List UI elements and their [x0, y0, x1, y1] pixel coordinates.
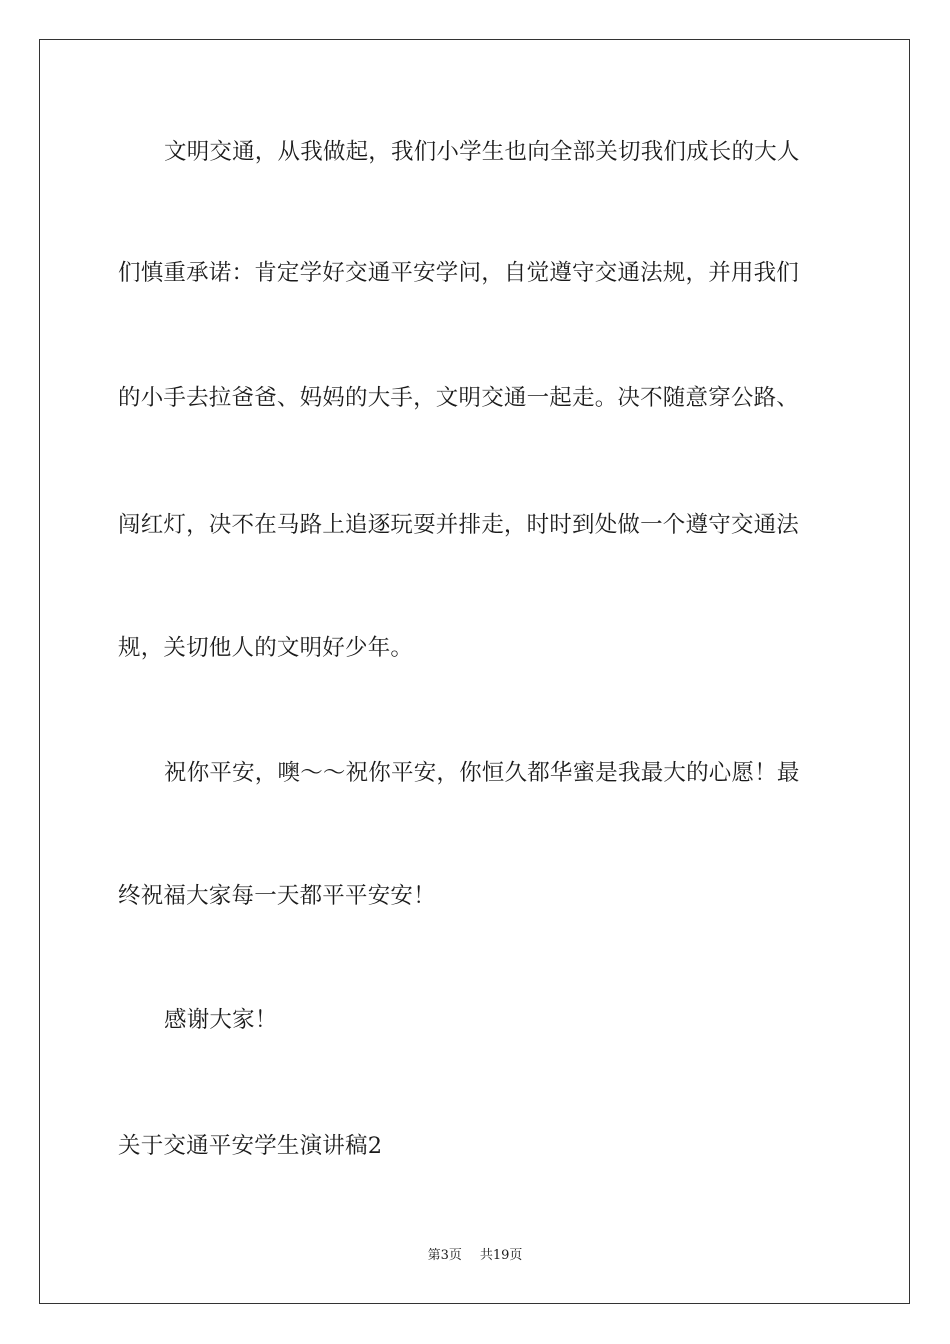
page-footer	[0, 1247, 950, 1265]
paragraph-1-line-1: 文明交通，从我做起，我们小学生也向全部关切我们成长的大人	[164, 139, 800, 165]
paragraph-1-line-4: 闯红灯，决不在马路上追逐玩耍并排走，时时到处做一个遵守交通法	[118, 512, 800, 538]
paragraph-2-line-2: 终祝福大家每一天都平平安安！	[118, 883, 436, 909]
paragraph-1-line-5: 规，关切他人的文明好少年。	[118, 635, 414, 661]
paragraph-2-line-1: 祝你平安，噢～～祝你平安，你恒久都华蜜是我最大的心愿！最	[164, 760, 800, 786]
paragraph-1-line-2: 们慎重承诺：肯定学好交通平安学问，自觉遵守交通法规，并用我们	[118, 260, 800, 286]
closing-line: 感谢大家！	[164, 1007, 278, 1033]
page-total: 共19页	[479, 1248, 523, 1263]
section-heading: 关于交通平安学生演讲稿2	[118, 1133, 383, 1159]
paragraph-1-line-3: 的小手去拉爸爸、妈妈的大手，文明交通一起走。决不随意穿公路、	[118, 385, 800, 411]
page-border	[39, 39, 910, 1304]
page-number: 第3页	[427, 1248, 462, 1263]
